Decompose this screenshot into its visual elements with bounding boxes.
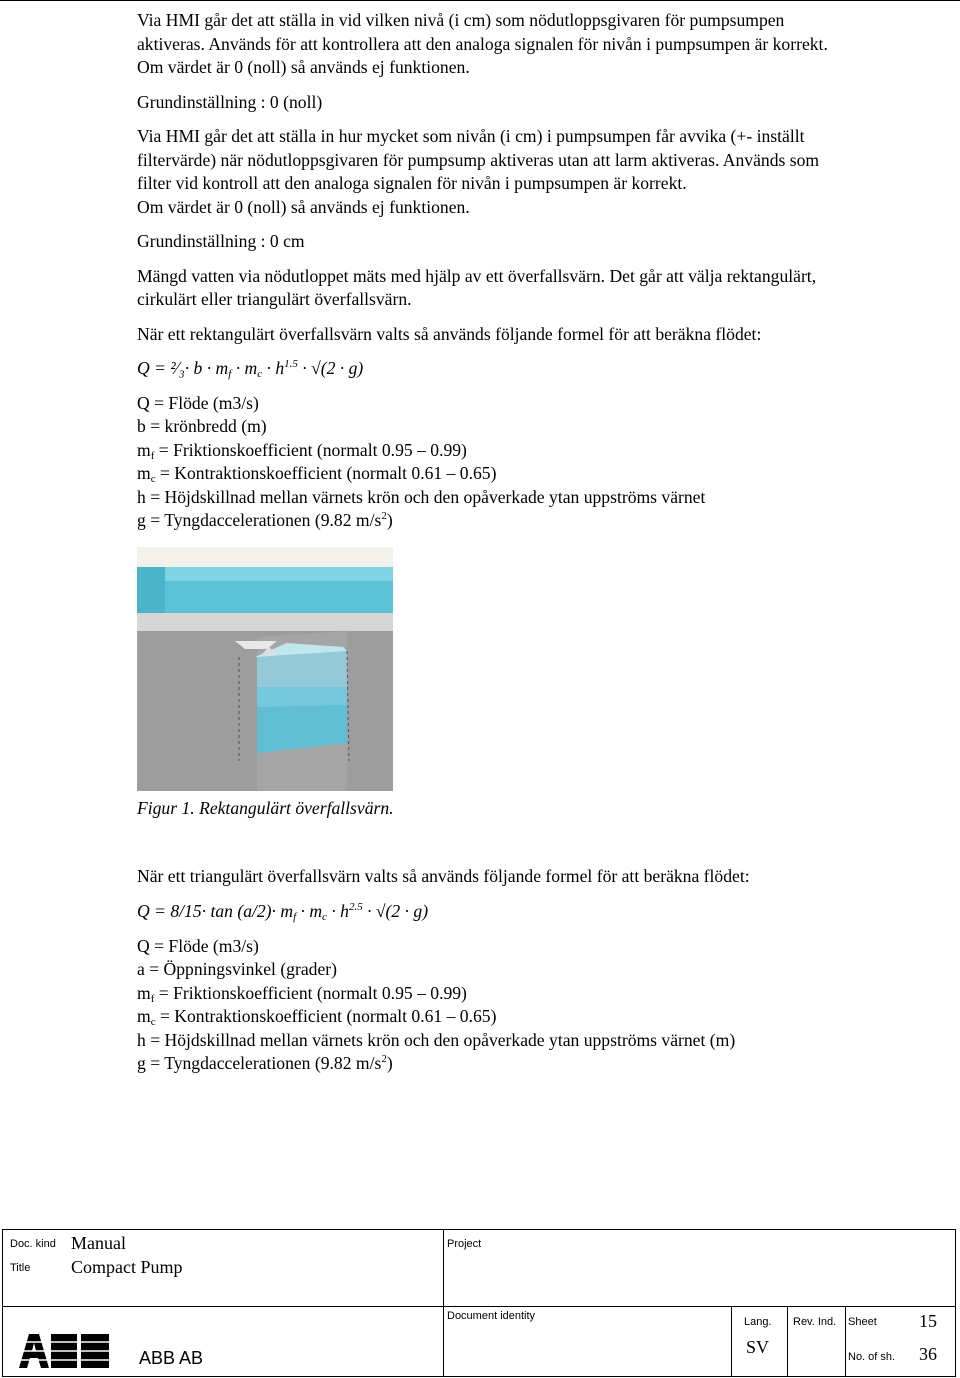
def-mc: $m_c$ = Kontraktionskoefficient (normalt 0.61 – 0.65) xyxy=(137,1006,497,1028)
paragraph-line: filter vid kontroll att den analoga signalen för nivån i pumpsumpen är korrekt. xyxy=(137,173,687,193)
weir-figure xyxy=(137,547,937,798)
title-label: Title xyxy=(10,1262,31,1274)
sheet-label: Sheet xyxy=(848,1316,877,1328)
def-a: a = Öppningsvinkel (grader) xyxy=(137,959,337,979)
rev-label: Rev. Ind. xyxy=(793,1316,837,1328)
lang-value: SV xyxy=(746,1337,770,1357)
sheet-value: 15 xyxy=(919,1311,937,1331)
abb-logo xyxy=(19,1334,111,1368)
no-of-sheets-label: No. of sh. xyxy=(848,1351,896,1363)
tri-formula: $Q = 8/15\cdot \tan (a/2)\cdot m_f \cdot m_c \cdot h^{2.5} \cdot √(2 \cdot g)$ xyxy=(137,901,429,923)
default-setting: Grundinställning : 0 (noll) xyxy=(137,91,323,112)
def-h: h = Höjdskillnad mellan värnets krön och den opåverkade ytan uppströms värnet (m) xyxy=(137,1029,736,1050)
paragraph-line: filtervärde) när nödutloppsgivaren för pumpsump aktiveras utan att larm aktiveras. Används som xyxy=(137,149,820,170)
def-mf: $m_f$ = Friktionskoefficient (normalt 0.95 – 0.99) xyxy=(137,982,467,1005)
document-body xyxy=(137,9,937,1076)
project-label: Project xyxy=(447,1238,482,1250)
default-setting: Grundinställning : 0 cm xyxy=(137,231,305,251)
document-identity-label: Document identity xyxy=(447,1310,536,1322)
title-value: Compact Pump xyxy=(71,1257,183,1277)
def-b: b = krönbredd (m) xyxy=(137,416,267,436)
def-h: h = Höjdskillnad mellan värnets krön och den opåverkade ytan uppströms värnet xyxy=(137,486,706,507)
def-mf: $m_f$ = Friktionskoefficient (normalt 0.95 – 0.99) xyxy=(137,439,467,462)
doc-kind-value: Manual xyxy=(71,1233,126,1253)
lang-label: Lang. xyxy=(744,1316,772,1328)
rectangular-weir-illustration xyxy=(137,547,393,791)
rect-intro: När ett rektangulärt överfallsvärn valts så används följande formel för att beräkna flödet: xyxy=(137,323,762,344)
paragraph-line: Via HMI går det att ställa in hur mycket som nivån (i cm) i pumpsumpen får avvika (+- inställt xyxy=(137,126,805,146)
paragraph-line: Mängd vatten via nödutloppet mäts med hjälp av ett överfallsvärn. Det går att välja rektangulärt, xyxy=(137,265,817,286)
def-g: g = Tyngdaccelerationen (9.82 $m/s^2$) xyxy=(137,510,393,530)
doc-kind-label: Doc. kind xyxy=(10,1238,56,1250)
paragraph-line: cirkulärt eller triangulärt överfallsvärn. xyxy=(137,289,412,309)
def-q: Q = Flöde (m3/s) xyxy=(137,392,259,413)
def-g: g = Tyngdaccelerationen (9.82 $m/s^2$) xyxy=(137,1053,393,1073)
tri-intro: När ett triangulärt överfallsvärn valts så används följande formel för att beräkna flödet: xyxy=(137,865,750,886)
top-rule xyxy=(0,0,960,1)
title-block xyxy=(2,1229,956,1377)
rect-formula: Q = ²⁄₃· $b \cdot m_f \cdot m_c \cdot h^{1.5} \cdot √(2 \cdot g)$ xyxy=(137,358,364,380)
company-name: ABB AB xyxy=(139,1348,204,1368)
figure-caption: Figur 1. Rektangulärt överfallsvärn. xyxy=(137,798,394,818)
paragraph-line: Via HMI går det att ställa in vid vilken nivå (i cm) som nödutloppsgivaren för pumpsumpen xyxy=(137,10,785,30)
def-q: Q = Flöde (m3/s) xyxy=(137,935,259,956)
paragraph-line: aktiveras. Används för att kontrollera att den analoga signalen för nivån i pumpsumpen är korrekt. xyxy=(137,33,828,54)
def-mc: $m_c$ = Kontraktionskoefficient (normalt 0.61 – 0.65) xyxy=(137,463,497,485)
no-of-sheets-value: 36 xyxy=(919,1344,937,1364)
paragraph-line: Om värdet är 0 (noll) så används ej funktionen. xyxy=(137,57,470,77)
paragraph-line: Om värdet är 0 (noll) så används ej funktionen. xyxy=(137,196,470,217)
